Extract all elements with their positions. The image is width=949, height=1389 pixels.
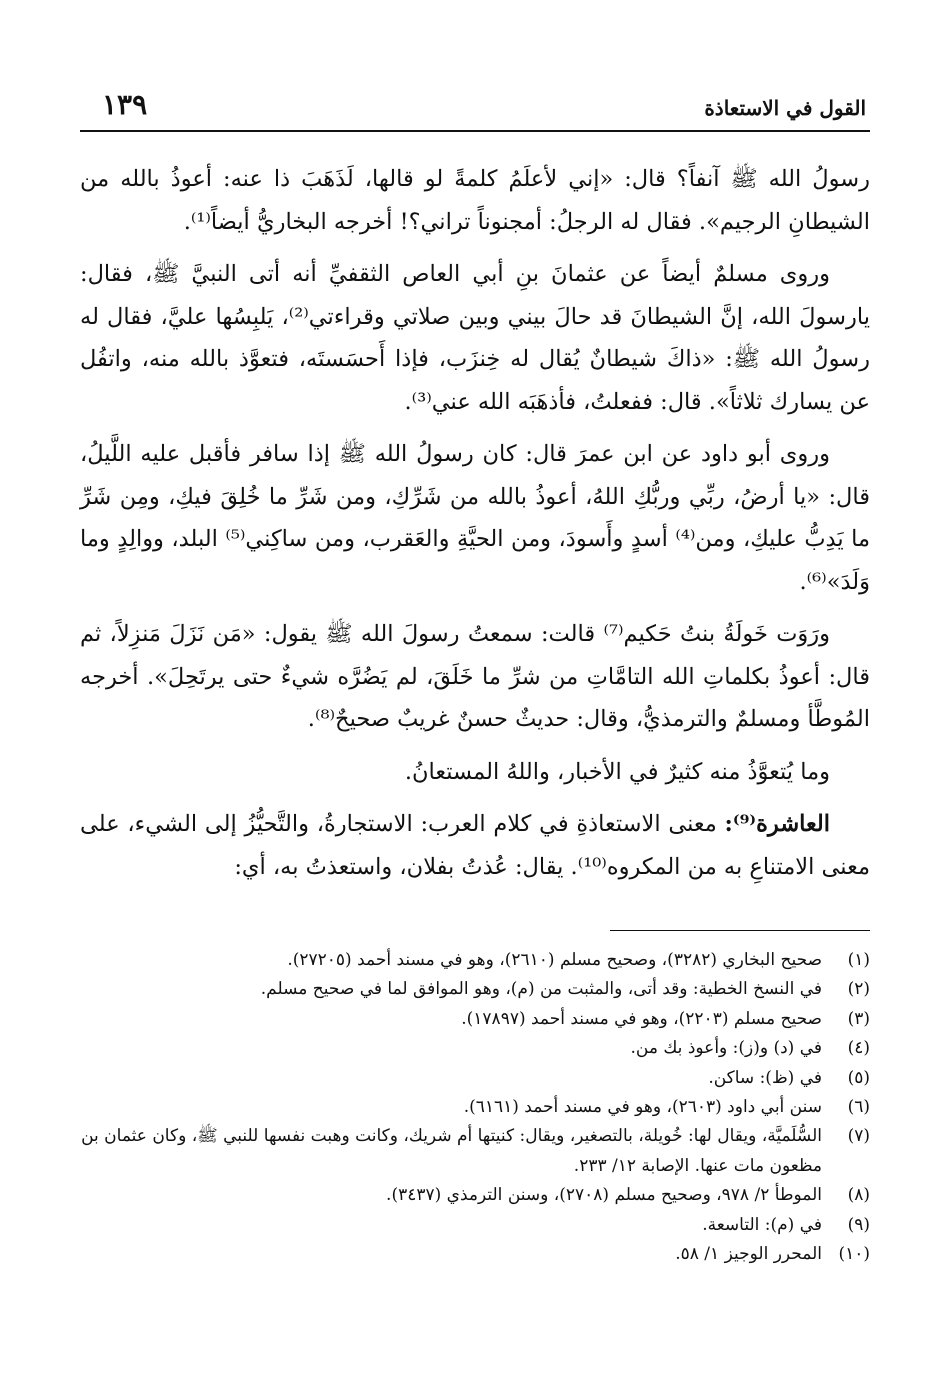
- footnote: [80, 1034, 870, 1063]
- paragraph: وروى أبو داود عن ابن عمرَ قال: كان رسولُ الله ﷺ إذا سافر فأقبل عليه اللَّيلُ، قال: «يا أرضُ، ربِّي وربُّكِ اللهُ، أعوذُ بالله من شَرِّكِ، ومن شَرِّ ما خُلِقَ فيكِ، ومِن شَرِّ ما يَدِبُّ عليكِ، ومن⁽⁴⁾ أسدٍ وأَسودَ، ومن الحيَّةِ والعَقرب، ومن ساكِني⁽⁵⁾ البلد، ووالِدٍ وما وَلَدَ»⁽⁶⁾.: [80, 441, 871, 595]
- page-number: ١٣٩: [102, 88, 148, 121]
- footnote-number: (٦): [847, 1097, 870, 1118]
- footnote-text: في (ظ): ساكن.: [708, 1067, 822, 1088]
- footnote: [80, 946, 870, 975]
- footnote-text: السُّلَميَّة، ويقال لها: خُويلة، بالتصغير، ويقال: كنيتها أم شريك، وكانت وهبت نفسها للنبي ﷺ، وكان عثمان بن مظعون مات عنها. الإصابة ١٢/ ٢٣٣.: [81, 1126, 822, 1176]
- footnote-separator: [610, 930, 870, 931]
- footnote: [80, 975, 870, 1004]
- footnote: [80, 1181, 870, 1210]
- footnote-number: (٨): [847, 1185, 870, 1206]
- main-text: [80, 158, 870, 898]
- running-title: القول في الاستعاذة: [704, 96, 866, 120]
- footnote-number: (١٠): [838, 1244, 870, 1265]
- footnote-number: (٧): [847, 1126, 870, 1147]
- footnote-text: صحيح مسلم (٢٢٠٣)، وهو في مسند أحمد (١٧٨٩٧).: [461, 1008, 822, 1029]
- footnote-text: في النسخ الخطية: وقد أتى، والمثبت من (م)، وهو الموافق لما في صحيح مسلم.: [260, 979, 822, 1000]
- footnote: [80, 1211, 870, 1240]
- paragraph: وروى مسلمٌ أيضاً عن عثمانَ بنِ أبي العاص الثقفيِّ أنه أتى النبيَّ ﷺ، فقال: يارسولَ الله، إنَّ الشيطانَ قد حالَ بيني وبين صلاتي وقراءتي⁽²⁾، يَلبِسُها عليَّ، فقال له رسولُ الله ﷺ: «ذاكَ شيطانٌ يُقال له خِنزَب، فإذا أَحسَستَه، فتعوَّذ بالله منه، واتفُل عن يسارك ثلاثاً». قال: ففعلتُ، فأذهَبَه الله عني⁽³⁾.: [80, 261, 870, 415]
- footnote-number: (٤): [847, 1038, 870, 1059]
- footnote: [80, 1122, 870, 1181]
- paragraph: وما يُتعوَّذُ منه كثيرٌ في الأخبار، واللهُ المستعانُ.: [404, 758, 830, 785]
- footnotes: [80, 946, 870, 1269]
- footnote: [80, 1240, 870, 1269]
- footnote-text: المحرر الوجيز ١/ ٥٨.: [675, 1244, 822, 1265]
- footnote-number: (١): [847, 950, 870, 970]
- paragraph-text: معنى الاستعاذةِ في كلام العرب: الاستجارةُ، والتَّحيُّزُ إلى الشيء، على معنى الامتناعِ به من المكروه⁽¹⁰⁾. يقال: عُذتُ بفلان، واستعذتُ به، أي:: [80, 811, 870, 880]
- footnote-number: (٣): [847, 1008, 870, 1029]
- footnote-text: صحيح البخاري (٣٢٨٢)، وصحيح مسلم (٢٦١٠)، وهو في مسند أحمد (٢٧٢٠٥).: [287, 950, 822, 970]
- paragraph-lead: العاشرة⁽⁹⁾:: [724, 811, 830, 837]
- footnote-number: (٢): [847, 979, 870, 1000]
- footnote-text: الموطأ ٢/ ٩٧٨، وصحيح مسلم (٢٧٠٨)، وسنن الترمذي (٣٤٣٧).: [386, 1185, 822, 1206]
- paragraph-tenth: [80, 803, 870, 888]
- page-header: [80, 86, 870, 132]
- footnote-text: سنن أبي داود (٢٦٠٣)، وهو في مسند أحمد (٦١٦١).: [463, 1097, 822, 1118]
- footnote-text: في (د) و(ز): وأعوذ بك من.: [630, 1038, 822, 1059]
- footnote-text: في (م): التاسعة.: [702, 1214, 822, 1235]
- paragraph: رسولُ الله ﷺ آنفاً؟ قال: «إني لأعلَمُ كلمةً لو قالها، لَذَهَبَ ذا عنه: أعوذُ بالله من الشيطانِ الرجيم». فقال له الرجلُ: أمجنوناً تراني؟! أخرجه البخاريُّ أيضاً⁽¹⁾.: [80, 166, 870, 235]
- footnote: [80, 1064, 870, 1093]
- footnote: [80, 1005, 870, 1034]
- footnote-number: (٥): [847, 1067, 870, 1088]
- footnote: [80, 1093, 870, 1122]
- footnote-number: (٩): [847, 1214, 870, 1235]
- paragraph: ورَوَت خَولَةُ بنتُ حَكيم⁽⁷⁾ قالت: سمعتُ رسولَ الله ﷺ يقول: «مَن نَزَلَ مَنزِلاً، ثم قال: أعوذُ بكلماتِ الله التامَّاتِ من شرِّ ما خَلَقَ، لم يَضُرَّه شيءٌ حتى يرتَحِلَ». أخرجه المُوطَّأ ومسلمٌ والترمذيُّ، وقال: حديثٌ حسنٌ غريبٌ صحيحٌ⁽⁸⁾.: [80, 621, 870, 732]
